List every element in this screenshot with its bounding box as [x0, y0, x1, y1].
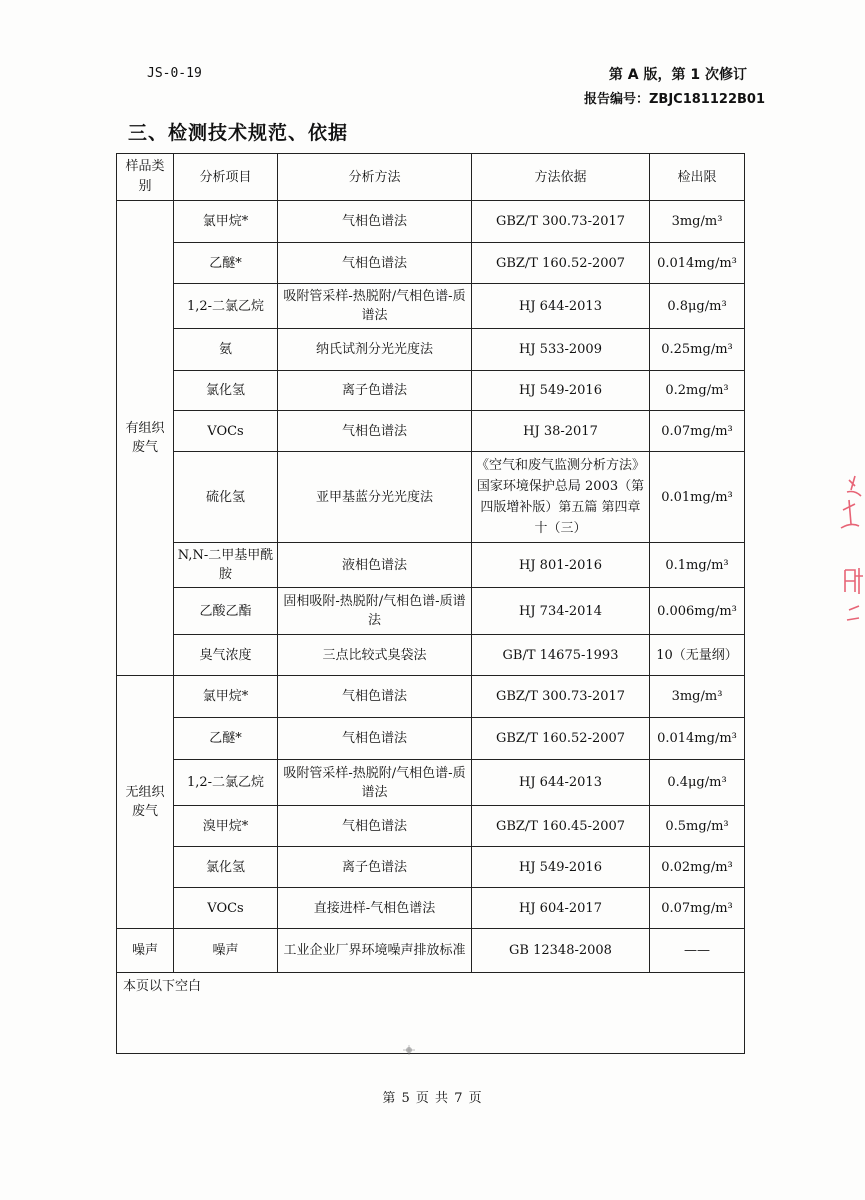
column-header-limit: 检出限: [650, 154, 745, 201]
cell-limit: 0.1mg/m³: [650, 543, 745, 588]
cell-item: N,N-二甲基甲酰胺: [174, 543, 278, 588]
cell-limit: 0.07mg/m³: [650, 411, 745, 452]
section-title: 三、检测技术规范、依据: [128, 122, 349, 144]
cell-basis: GB 12348-2008: [472, 929, 650, 973]
cell-basis: HJ 549-2016: [472, 847, 650, 888]
cell-limit: ——: [650, 929, 745, 973]
cell-basis: GBZ/T 300.73-2017: [472, 201, 650, 243]
table-row: [117, 718, 745, 760]
cell-limit: 0.07mg/m³: [650, 888, 745, 929]
cell-item: 噪声: [174, 929, 278, 973]
cell-method: 离子色谱法: [278, 371, 472, 411]
table-row: [117, 284, 745, 329]
table-row: [117, 847, 745, 888]
table-row: [117, 411, 745, 452]
column-header-item: 分析项目: [174, 154, 278, 201]
cell-limit: 10（无量纲）: [650, 635, 745, 676]
cell-basis: HJ 644-2013: [472, 284, 650, 329]
cell-item: 1,2-二氯乙烷: [174, 760, 278, 806]
cell-method: 吸附管采样-热脱附/气相色谱-质谱法: [278, 760, 472, 806]
cell-method: 气相色谱法: [278, 806, 472, 847]
cell-limit: 0.5mg/m³: [650, 806, 745, 847]
cell-method: 气相色谱法: [278, 718, 472, 760]
stamp-mark: [825, 470, 865, 640]
cell-item: 氯甲烷*: [174, 201, 278, 243]
cell-basis: HJ 533-2009: [472, 329, 650, 371]
cell-limit: 0.02mg/m³: [650, 847, 745, 888]
cell-limit: 0.2mg/m³: [650, 371, 745, 411]
table-row: [117, 371, 745, 411]
table-row: [117, 676, 745, 718]
cell-method: 离子色谱法: [278, 847, 472, 888]
column-header-method: 分析方法: [278, 154, 472, 201]
page-number: 第 5 页 共 7 页: [382, 1091, 483, 1106]
cell-item: 乙酸乙酯: [174, 588, 278, 635]
cell-item: VOCs: [174, 411, 278, 452]
blank-row: [117, 973, 745, 1054]
smudge-mark: [402, 1043, 416, 1057]
cell-limit: 3mg/m³: [650, 201, 745, 243]
spec-table: [116, 153, 745, 1054]
cell-basis: GBZ/T 160.45-2007: [472, 806, 650, 847]
cell-method: 直接进样-气相色谱法: [278, 888, 472, 929]
blank-note: 本页以下空白: [117, 973, 745, 1054]
table-row: [117, 806, 745, 847]
table-row: [117, 588, 745, 635]
cell-limit: 0.01mg/m³: [650, 452, 745, 543]
version-label: 第 A 版，第 1 次修订: [608, 67, 747, 83]
cell-basis: HJ 604-2017: [472, 888, 650, 929]
cell-basis: HJ 38-2017: [472, 411, 650, 452]
cell-limit: 0.014mg/m³: [650, 718, 745, 760]
cell-method: 气相色谱法: [278, 243, 472, 284]
table-row: [117, 243, 745, 284]
cell-item: 硫化氢: [174, 452, 278, 543]
cell-basis: GBZ/T 160.52-2007: [472, 718, 650, 760]
category-noise: 噪声: [117, 929, 174, 973]
category-organized-exhaust: 有组织废气: [117, 201, 174, 676]
cell-item: 1,2-二氯乙烷: [174, 284, 278, 329]
column-header-category: 样品类别: [117, 154, 174, 201]
cell-method: 亚甲基蓝分光光度法: [278, 452, 472, 543]
cell-basis: HJ 644-2013: [472, 760, 650, 806]
document-code: JS-0-19: [147, 66, 202, 81]
table-row: [117, 543, 745, 588]
cell-limit: 0.25mg/m³: [650, 329, 745, 371]
cell-basis: GBZ/T 300.73-2017: [472, 676, 650, 718]
cell-method: 气相色谱法: [278, 201, 472, 243]
cell-item: 氯化氢: [174, 847, 278, 888]
cell-item: 氯化氢: [174, 371, 278, 411]
cell-method: 三点比较式臭袋法: [278, 635, 472, 676]
cell-item: 溴甲烷*: [174, 806, 278, 847]
table-row: [117, 888, 745, 929]
cell-item: VOCs: [174, 888, 278, 929]
cell-basis: 《空气和废气监测分析方法》国家环境保护总局 2003（第四版增补版）第五篇 第四章 十（三）: [472, 452, 650, 543]
cell-method: 液相色谱法: [278, 543, 472, 588]
cell-method: 气相色谱法: [278, 676, 472, 718]
cell-item: 乙醚*: [174, 718, 278, 760]
table-body: [117, 201, 745, 1054]
category-fugitive-exhaust: 无组织废气: [117, 676, 174, 929]
table-row: [117, 452, 745, 543]
table-row: [117, 760, 745, 806]
cell-limit: 0.4μg/m³: [650, 760, 745, 806]
cell-basis: HJ 549-2016: [472, 371, 650, 411]
table-row: [117, 329, 745, 371]
cell-basis: HJ 801-2016: [472, 543, 650, 588]
cell-limit: 3mg/m³: [650, 676, 745, 718]
cell-method: 气相色谱法: [278, 411, 472, 452]
cell-item: 臭气浓度: [174, 635, 278, 676]
table-row: [117, 201, 745, 243]
cell-basis: GBZ/T 160.52-2007: [472, 243, 650, 284]
cell-method: 吸附管采样-热脱附/气相色谱-质谱法: [278, 284, 472, 329]
cell-limit: 0.8μg/m³: [650, 284, 745, 329]
cell-item: 氯甲烷*: [174, 676, 278, 718]
cell-item: 氨: [174, 329, 278, 371]
cell-basis: GB/T 14675-1993: [472, 635, 650, 676]
table-row: [117, 635, 745, 676]
table-row: [117, 929, 745, 973]
report-number: 报告编号：ZBJC181122B01: [584, 92, 765, 107]
cell-method: 固相吸附-热脱附/气相色谱-质谱法: [278, 588, 472, 635]
table-header-row: [117, 154, 745, 201]
cell-method: 纳氏试剂分光光度法: [278, 329, 472, 371]
cell-limit: 0.006mg/m³: [650, 588, 745, 635]
cell-basis: HJ 734-2014: [472, 588, 650, 635]
cell-limit: 0.014mg/m³: [650, 243, 745, 284]
cell-method: 工业企业厂界环境噪声排放标准: [278, 929, 472, 973]
cell-item: 乙醚*: [174, 243, 278, 284]
column-header-basis: 方法依据: [472, 154, 650, 201]
